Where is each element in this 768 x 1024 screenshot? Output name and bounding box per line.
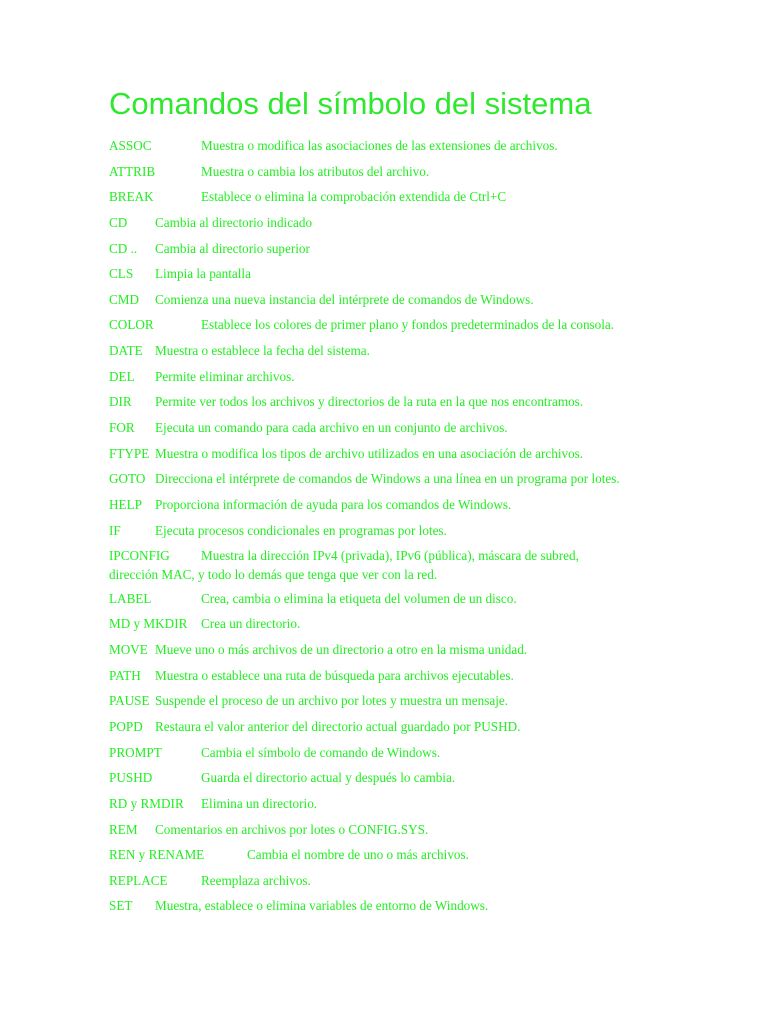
command-description: Permite ver todos los archivos y directorios de la ruta en la que nos encontramos. (155, 394, 584, 410)
command-name: MOVE (109, 642, 148, 658)
command-row (109, 369, 669, 385)
command-row (109, 770, 669, 786)
command-row (109, 343, 669, 359)
command-description: Direcciona el intérprete de comandos de Windows a una línea en un programa por lotes. (155, 471, 620, 487)
command-name: LABEL (109, 590, 152, 606)
command-name: REN y RENAME (109, 847, 205, 863)
command-name: CD (109, 214, 128, 230)
command-name: IPCONFIG (109, 548, 170, 564)
command-name: FTYPE (109, 445, 150, 461)
command-row (109, 394, 669, 410)
command-name: DEL (109, 368, 135, 384)
command-name: DATE (109, 343, 143, 359)
command-description: Reemplaza archivos. (201, 872, 311, 888)
command-name: PAUSE (109, 693, 150, 709)
command-name: GOTO (109, 471, 146, 487)
command-description: Cambia al directorio indicado (155, 214, 313, 230)
command-name: REM (109, 821, 138, 837)
command-row (109, 616, 669, 632)
command-row (109, 317, 669, 333)
command-name: POPD (109, 718, 143, 734)
command-row (109, 292, 669, 308)
command-description: Establece o elimina la comprobación extendida de Ctrl+C (201, 189, 507, 205)
command-row (109, 241, 669, 257)
command-name: FOR (109, 420, 135, 436)
command-name: REPLACE (109, 872, 168, 888)
command-row (109, 822, 669, 838)
command-name: PUSHD (109, 770, 153, 786)
command-name: PATH (109, 667, 141, 683)
command-row (109, 642, 669, 658)
command-row (109, 497, 669, 513)
command-row (109, 668, 669, 684)
command-description: Muestra o modifica las asociaciones de las extensiones de archivos. (201, 138, 558, 153)
command-description: Suspende el proceso de un archivo por lotes y muestra un mensaje. (155, 693, 509, 709)
command-name: CMD (109, 291, 140, 307)
command-name: BREAK (109, 189, 154, 205)
command-description: Elimina un directorio. (201, 795, 318, 811)
command-description: Comienza una nueva instancia del intérprete de comandos de Windows. (155, 291, 534, 307)
command-row (109, 873, 669, 889)
command-row (109, 898, 669, 914)
command-description: Comentarios en archivos por lotes o CONFIG.SYS. (155, 821, 429, 837)
command-row (109, 847, 669, 863)
command-row (109, 189, 669, 205)
command-description: Restaura el valor anterior del directorio actual guardado por PUSHD. (155, 718, 521, 734)
command-row (109, 548, 669, 581)
command-description: Muestra o establece la fecha del sistema. (155, 343, 370, 359)
command-name: CLS (109, 266, 134, 282)
command-row (109, 138, 669, 154)
command-row (109, 215, 669, 231)
command-description: Mueve uno o más archivos de un directorio a otro en la misma unidad. (155, 642, 528, 658)
command-name: ASSOC (109, 138, 152, 153)
command-row (109, 693, 669, 709)
command-row (109, 719, 669, 735)
command-name: RD y RMDIR (109, 795, 184, 811)
command-description: Proporciona información de ayuda para los comandos de Windows. (155, 496, 512, 512)
command-description: Cambia al directorio superior (155, 240, 310, 256)
command-description: Muestra o cambia los atributos del archivo. (201, 163, 430, 179)
command-description: Establece los colores de primer plano y fondos predeterminados de la consola. (201, 317, 615, 333)
command-description: Permite eliminar archivos. (155, 368, 295, 384)
command-row (109, 591, 669, 607)
command-name: HELP (109, 496, 142, 512)
command-description: Cambia el símbolo de comando de Windows. (201, 744, 441, 760)
command-name: CD .. (109, 240, 138, 256)
command-description: Limpia la pantalla (155, 266, 251, 282)
command-description: Guarda el directorio actual y después lo cambia. (201, 770, 456, 786)
command-name: SET (109, 898, 133, 914)
command-description: Ejecuta un comando para cada archivo en un conjunto de archivos. (155, 420, 508, 436)
page-title: Comandos del símbolo del sistema (109, 86, 592, 121)
command-row (109, 745, 669, 761)
command-name: MD y MKDIR (109, 616, 188, 632)
command-description: Muestra la dirección IPv4 (privada), IPv6 (pública), máscara de subred, (201, 548, 579, 564)
command-description: Crea un directorio. (201, 616, 301, 632)
command-name: PROMPT (109, 744, 162, 760)
command-row (109, 471, 669, 487)
command-name: COLOR (109, 317, 154, 333)
command-description: Ejecuta procesos condicionales en programas por lotes. (155, 522, 447, 538)
command-description: Muestra o modifica los tipos de archivo utilizados en una asociación de archivos. (155, 445, 584, 461)
command-name: ATTRIB (109, 163, 156, 179)
command-description: Muestra, establece o elimina variables de entorno de Windows. (155, 898, 489, 914)
command-description: Muestra o establece una ruta de búsqueda para archivos ejecutables. (155, 667, 514, 683)
command-row (109, 446, 669, 462)
command-row (109, 523, 669, 539)
command-row (109, 164, 669, 180)
command-row (109, 266, 669, 282)
command-name: DIR (109, 394, 132, 410)
command-name: IF (109, 522, 121, 538)
command-description-continued: dirección MAC, y todo lo demás que tenga que ver con la red. (109, 567, 438, 583)
command-row (109, 796, 669, 812)
command-description: Crea, cambia o elimina la etiqueta del volumen de un disco. (201, 590, 517, 606)
command-description: Cambia el nombre de uno o más archivos. (247, 847, 469, 863)
command-row (109, 420, 669, 436)
command-list (109, 138, 669, 924)
